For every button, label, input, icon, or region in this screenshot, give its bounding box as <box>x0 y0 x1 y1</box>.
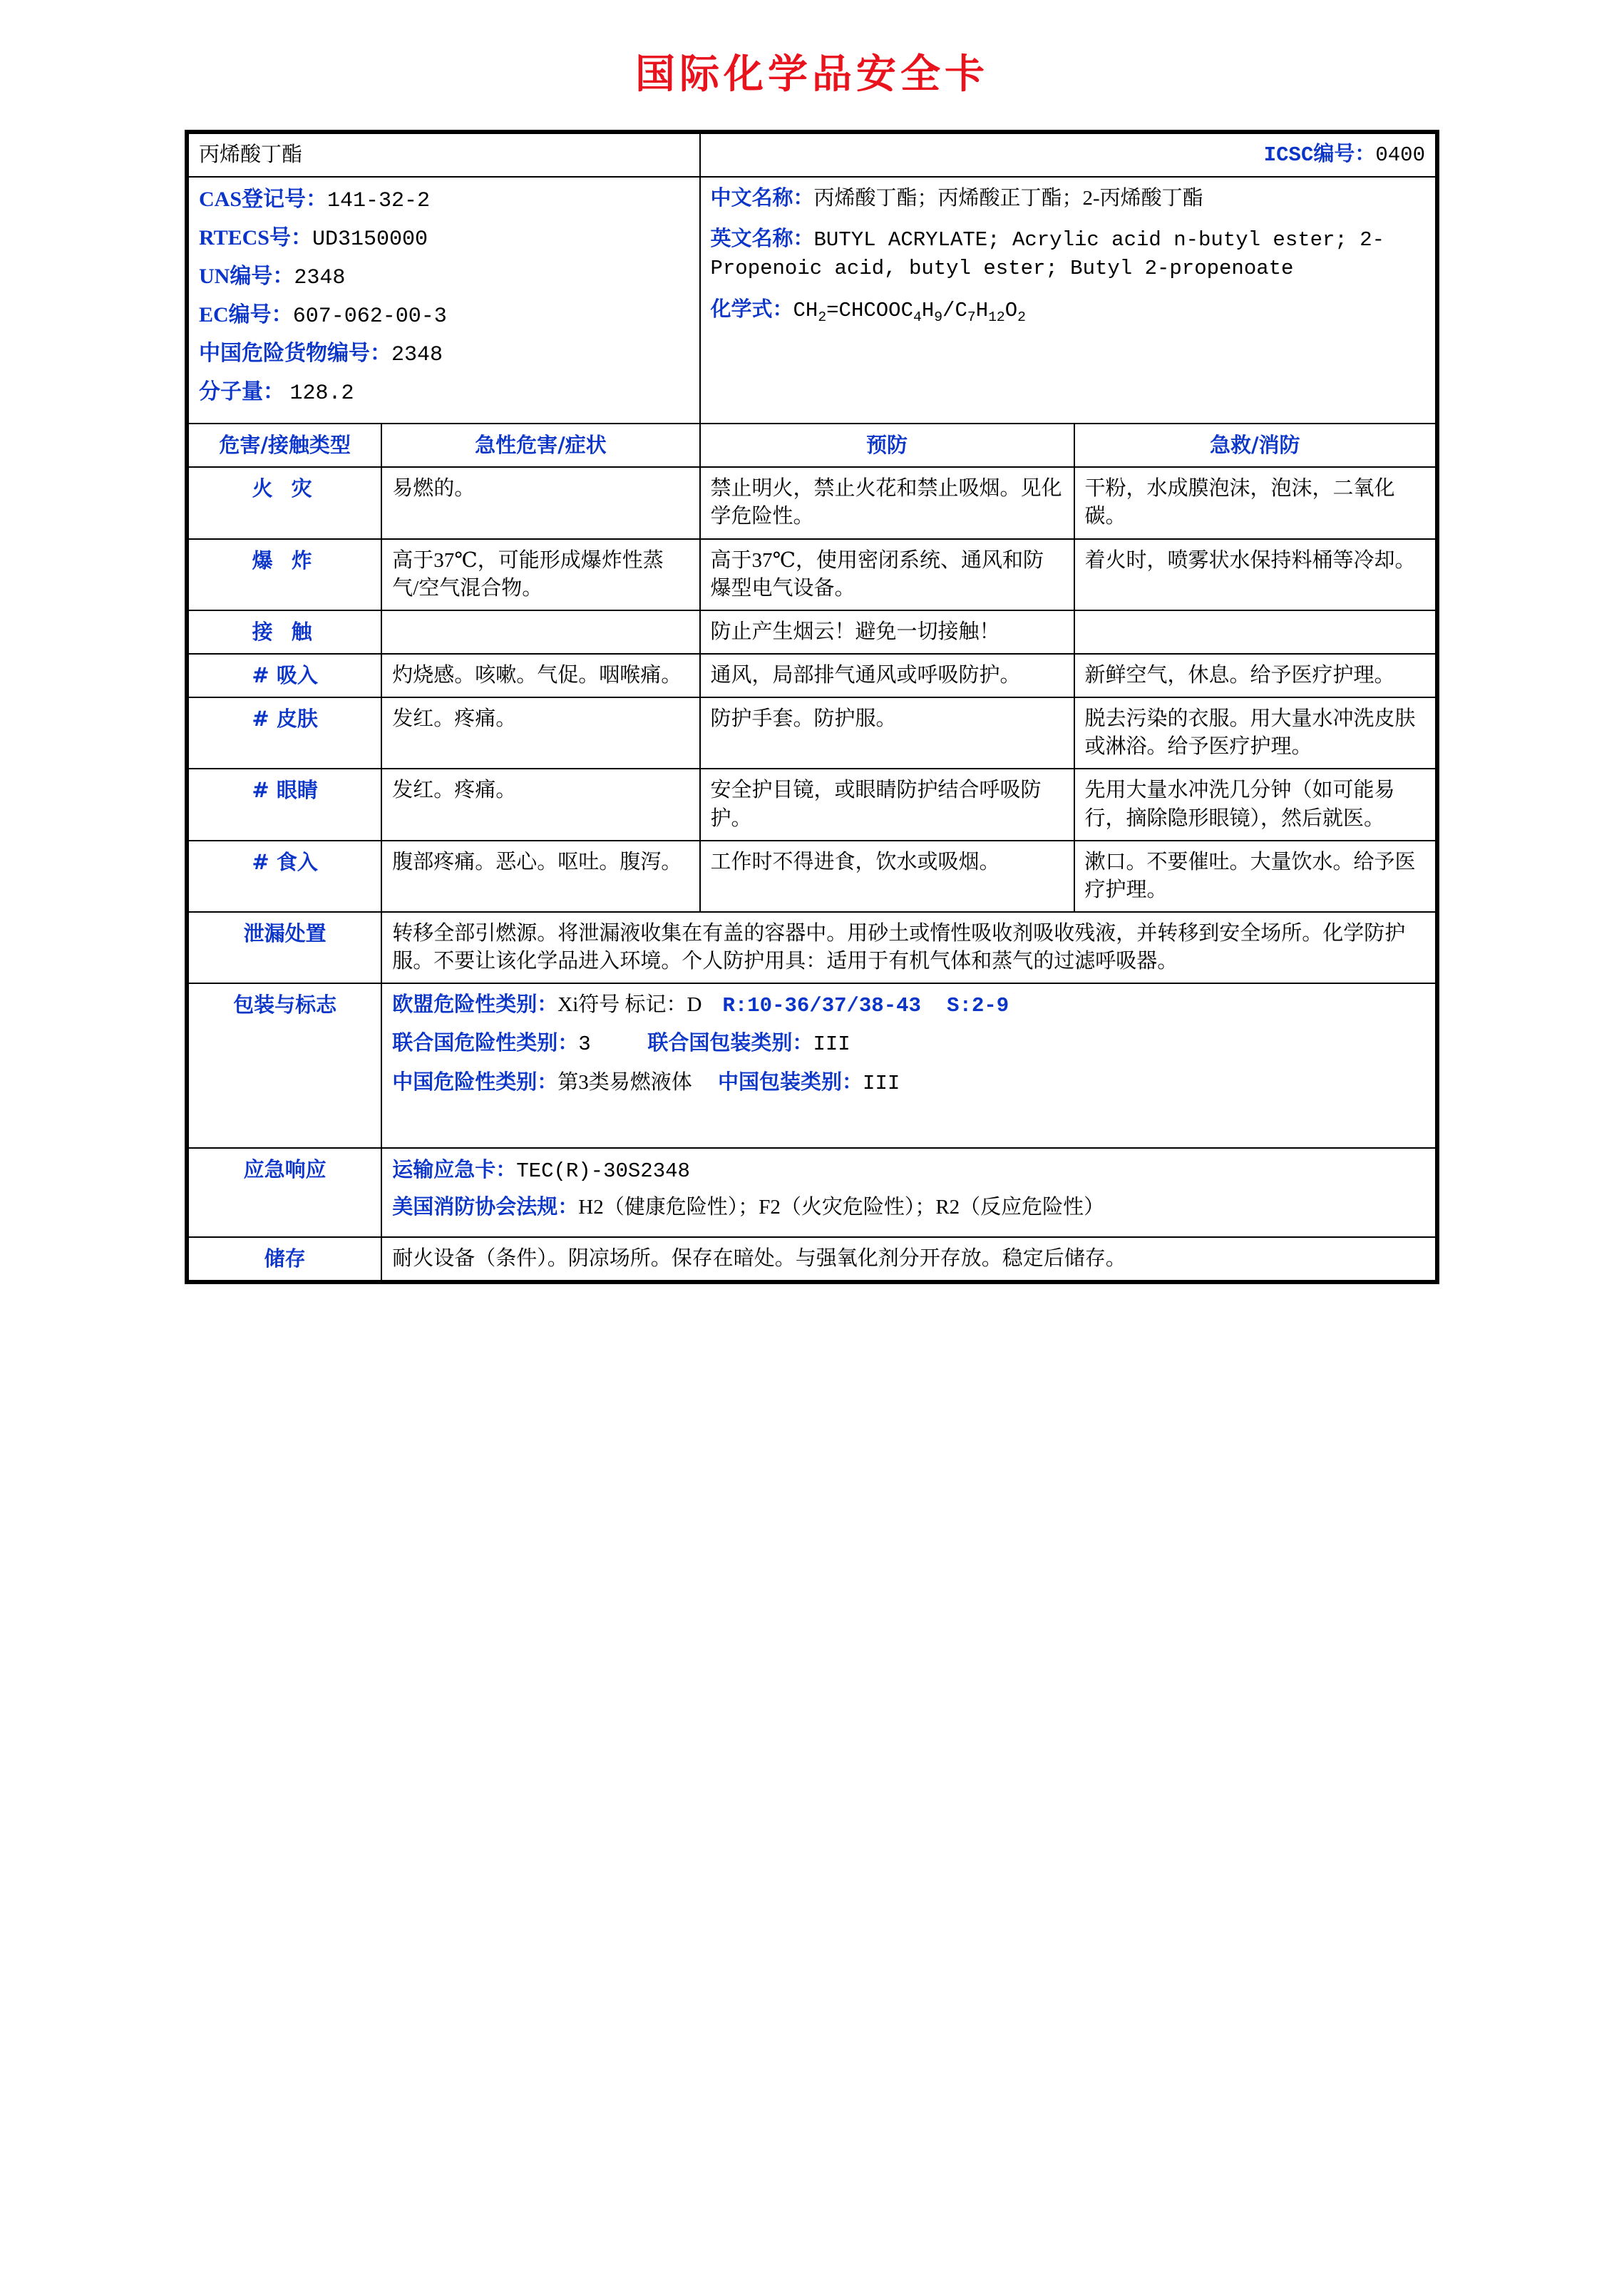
explosion-prevention: 高于37℃，使用密闭系统、通风和防爆型电气设备。 <box>700 539 1074 610</box>
ec-value: 607-062-00-3 <box>292 304 447 329</box>
card-header-row <box>188 133 1436 177</box>
icsc-number-cell <box>700 133 1437 177</box>
nfpa-value: H2（健康危险性）；F2（火灾危险性）；R2（反应危险性） <box>578 1196 1105 1219</box>
eyes-prevention: 安全护目镜，或眼睛防护结合呼吸防护。 <box>700 769 1074 840</box>
cn-pack-label: 中国包装类别： <box>718 1070 863 1094</box>
fire-firstaid: 干粉，水成膜泡沫，泡沫，二氧化碳。 <box>1074 467 1437 538</box>
explosion-firstaid: 着火时，喷雾状水保持料桶等冷却。 <box>1074 539 1437 610</box>
eu-class-label: 欧盟危险性类别： <box>392 993 558 1017</box>
rtecs-label: RTECS号： <box>199 226 312 250</box>
row-label-exposure: 接 触 <box>188 610 381 654</box>
table-row <box>188 539 1436 610</box>
ingestion-firstaid: 漱口。不要催吐。大量饮水。给予医疗护理。 <box>1074 841 1437 912</box>
col-header-firstaid: 急救/消防 <box>1074 424 1437 467</box>
rtecs-value: UD3150000 <box>312 227 428 252</box>
formula-label: 化学式： <box>710 297 793 321</box>
tec-label: 运输应急卡： <box>392 1158 517 1181</box>
hazard-columns-header <box>188 424 1436 467</box>
packaging-label: 包装与标志 <box>188 983 381 1147</box>
col-header-type: 危害/接触类型 <box>188 424 381 467</box>
exposure-symptoms <box>381 610 699 654</box>
skin-firstaid: 脱去污染的衣服。用大量水冲洗皮肤或淋浴。给予医疗护理。 <box>1074 697 1437 769</box>
icsc-table <box>187 133 1437 1281</box>
identification-left <box>188 177 700 424</box>
page-title: 国际化学品安全卡 <box>635 51 989 98</box>
cn-danger-value: 2348 <box>391 343 443 368</box>
tec-line <box>392 1156 1425 1186</box>
inhalation-firstaid: 新鲜空气，休息。给予医疗护理。 <box>1074 654 1437 697</box>
storage-text: 耐火设备（条件）。阴凉场所。保存在暗处。与强氧化剂分开存放。稳定后储存。 <box>381 1237 1436 1281</box>
spill-text: 转移全部引燃源。将泄漏液收集在有盖的容器中。用砂土或惰性吸收剂吸收残液，并转移到安全场所。化学防护服。不要让该化学品进入环境。个人防护用具：适用于有机气体和蒸气的过滤呼吸器。 <box>381 912 1436 983</box>
col-header-prevention: 预防 <box>700 424 1074 467</box>
eu-r-phrases: R:10-36/37/38-43 <box>722 994 921 1018</box>
un-class-label: 联合国危险性类别： <box>392 1032 579 1055</box>
ec-label: EC编号： <box>199 303 293 327</box>
emergency-label: 应急响应 <box>188 1148 381 1237</box>
un-pack-value: III <box>813 1032 850 1057</box>
emergency-content <box>381 1148 1436 1237</box>
row-label-inhalation: # 吸入 <box>188 654 381 697</box>
table-row <box>188 654 1436 697</box>
substance-name: 丙烯酸丁酯 <box>188 133 700 177</box>
row-label-fire: 火 灾 <box>188 467 381 538</box>
spill-row <box>188 912 1436 983</box>
un-class-line <box>392 1030 1425 1058</box>
nfpa-line <box>392 1193 1425 1222</box>
un-line <box>199 262 689 293</box>
col-header-symptoms: 急性危害/症状 <box>381 424 699 467</box>
ingestion-symptoms: 腹部疼痛。恶心。呕吐。腹泻。 <box>381 841 699 912</box>
molecular-weight-line <box>199 377 689 409</box>
cn-pack-value: III <box>863 1071 900 1095</box>
formula-block <box>711 296 1426 327</box>
eyes-symptoms: 发红。疼痛。 <box>381 769 699 840</box>
cn-danger-label: 中国危险货物编号： <box>199 342 391 366</box>
cn-danger-line <box>199 339 689 370</box>
un-pack-label: 联合国包装类别： <box>647 1032 813 1055</box>
spill-label: 泄漏处置 <box>188 912 381 983</box>
table-row <box>188 467 1436 538</box>
cas-value: 141-32-2 <box>327 189 431 214</box>
skin-symptoms: 发红。疼痛。 <box>381 697 699 769</box>
exposure-firstaid <box>1074 610 1437 654</box>
un-value: 2348 <box>294 266 346 291</box>
emergency-row <box>188 1148 1436 1237</box>
english-name-block <box>711 225 1426 282</box>
fire-symptoms: 易燃的。 <box>381 467 699 538</box>
chinese-name-block <box>711 185 1426 212</box>
cn-class-label: 中国危险性类别： <box>392 1070 558 1094</box>
eu-s-phrases: S:2-9 <box>947 994 1009 1018</box>
cas-line <box>199 185 689 216</box>
un-class-value: 3 <box>578 1032 591 1057</box>
nfpa-label: 美国消防协会法规： <box>392 1196 579 1219</box>
inhalation-symptoms: 灼烧感。咳嗽。气促。咽喉痛。 <box>381 654 699 697</box>
row-label-eyes: # 眼睛 <box>188 769 381 840</box>
table-row <box>188 769 1436 840</box>
exposure-prevention: 防止产生烟云！避免一切接触！ <box>700 610 1074 654</box>
skin-prevention: 防护手套。防护服。 <box>700 697 1074 769</box>
row-label-skin: # 皮肤 <box>188 697 381 769</box>
en-name-value: BUTYL ACRYLATE; Acrylic acid n-butyl ester; 2-Propenoic acid, butyl ester; Butyl 2-propenoate <box>710 228 1385 281</box>
cn-class-value: 第3类易燃液体 <box>557 1070 692 1094</box>
icsc-value: 0400 <box>1375 143 1425 167</box>
identification-right <box>700 177 1437 424</box>
table-row <box>188 697 1436 769</box>
row-label-explosion: 爆 炸 <box>188 539 381 610</box>
mw-value: 128.2 <box>289 381 354 406</box>
un-label: UN编号： <box>199 265 294 289</box>
icsc-card <box>185 130 1439 1284</box>
cn-name-label: 中文名称： <box>710 187 814 210</box>
mw-label: 分子量： <box>199 380 284 404</box>
cas-label: CAS登记号： <box>199 188 328 212</box>
formula-value: $CH_2=CHCOOC_4H_9/C_7H_{12}O_2$ <box>793 298 1026 325</box>
packaging-row <box>188 983 1436 1147</box>
inhalation-prevention: 通风，局部排气通风或呼吸防护。 <box>700 654 1074 697</box>
rtecs-line <box>199 223 689 255</box>
eu-class-value: Xi符号 标记：D <box>557 993 702 1017</box>
en-name-label: 英文名称： <box>710 227 814 251</box>
packaging-spacer <box>392 1107 1425 1140</box>
table-row <box>188 610 1436 654</box>
row-label-ingestion: # 食入 <box>188 841 381 912</box>
tec-value: TEC(R)-30S2348 <box>516 1159 690 1183</box>
cn-name-value: 丙烯酸丁酯；丙烯酸正丁酯；2-丙烯酸丁酯 <box>813 187 1203 210</box>
cn-class-line <box>392 1069 1425 1097</box>
eu-class-line <box>392 991 1425 1020</box>
icsc-label: ICSC编号： <box>1263 143 1376 167</box>
eyes-firstaid: 先用大量水冲洗几分钟（如可能易行，摘除隐形眼镜），然后就医。 <box>1074 769 1437 840</box>
storage-label: 储存 <box>188 1237 381 1281</box>
explosion-symptoms: 高于37℃，可能形成爆炸性蒸气/空气混合物。 <box>381 539 699 610</box>
ec-line <box>199 300 689 332</box>
ingestion-prevention: 工作时不得进食，饮水或吸烟。 <box>700 841 1074 912</box>
table-row <box>188 841 1436 912</box>
storage-row <box>188 1237 1436 1281</box>
identification-row <box>188 177 1436 424</box>
fire-prevention: 禁止明火，禁止火花和禁止吸烟。见化学危险性。 <box>700 467 1074 538</box>
packaging-content <box>381 983 1436 1147</box>
